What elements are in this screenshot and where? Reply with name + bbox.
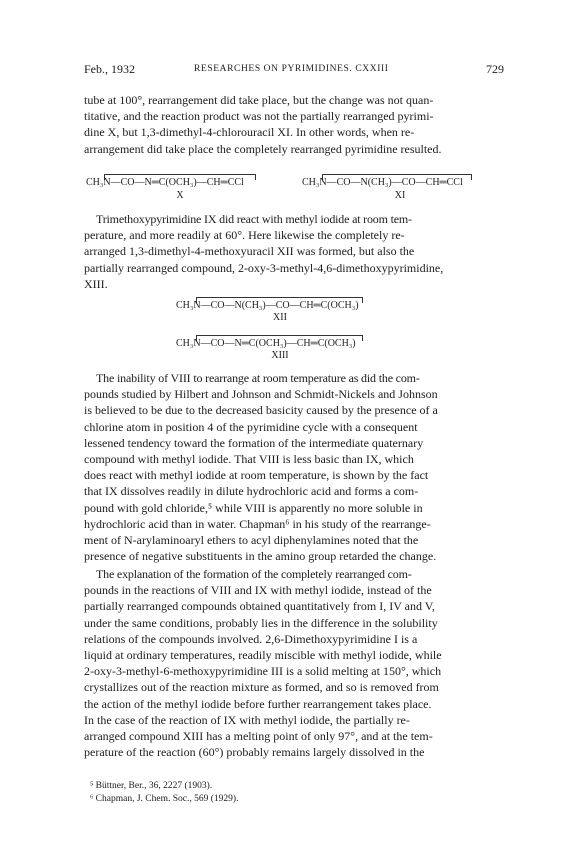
text-line: partially rearranged compounds obtained quantitatively from I, IV and V, bbox=[84, 599, 435, 614]
page-header bbox=[84, 62, 504, 78]
text-line: 2-oxy-3-methyl-6-methoxypyrimidine III is a solid melting at 150°, which bbox=[84, 664, 442, 679]
text-line: arranged 1,3-dimethyl-4-methoxyuracil XII was formed, but also the bbox=[84, 244, 415, 259]
text-line: The inability of VIII to rearrange at room temperature as did the com- bbox=[96, 371, 420, 385]
text-line: the action of the methyl iodide before further rearrangement takes place. bbox=[84, 696, 432, 711]
text-line: hydrochloric acid than in water. Chapman⁶ in his study of the rearrange- bbox=[84, 516, 431, 531]
text-line: Trimethoxypyrimidine IX did react with methyl iodide at room tem- bbox=[96, 212, 412, 226]
footnote-6: ⁶ Chapman, J. Chem. Soc., 569 (1929). bbox=[90, 794, 239, 804]
formula-xi-label: XI bbox=[394, 190, 406, 201]
text-line: lessened tendency toward the formation of the intermediate quaternary bbox=[84, 435, 424, 450]
formula-xii: CH₃N—CO—N(CH₃)—CO—CH═C(OCH₃) bbox=[176, 300, 359, 311]
paragraph-4 bbox=[84, 566, 504, 760]
text-line: ment of N-arylaminoaryl ethers to acyl diphenylamines noted that the bbox=[84, 533, 419, 548]
text-line: pounds studied by Hilbert and Johnson and Schmidt-Nickels and Johnson bbox=[84, 387, 438, 402]
running-title: RESEARCHES ON PYRIMIDINES. CXXIII bbox=[194, 64, 389, 74]
text-line: pound with gold chloride,⁵ while VIII is apparently no more soluble in bbox=[84, 500, 423, 515]
text-line: that IX dissolves readily in dilute hydrochloric acid and forms a com- bbox=[84, 484, 419, 499]
text-line: relations of the compounds involved. 2,6-Dimethoxypyrimidine I is a bbox=[84, 631, 418, 646]
text-line: liquid at ordinary temperatures, readily miscible with methyl iodide, while bbox=[84, 648, 442, 663]
footnote-5: ⁵ Büttner, Ber., 36, 2227 (1903). bbox=[90, 781, 213, 791]
text-line: does react with methyl iodide at room temperature, is shown by the fact bbox=[84, 468, 429, 483]
text-line: perature, and more readily at 60°. Here likewise the completely re- bbox=[84, 228, 405, 243]
paragraph-2 bbox=[84, 211, 504, 292]
formula-xii-label: XII bbox=[273, 312, 287, 323]
formula-x-label: X bbox=[176, 190, 184, 201]
formula-x: CH₃N—CO—N═C(OCH₃)—CH═CCl bbox=[86, 177, 244, 188]
text-line: presence of negative substituents in the amino group retarded the change. bbox=[84, 549, 437, 564]
text-line: crystallizes out of the reaction mixture as formed, and so is removed from bbox=[84, 680, 439, 695]
text-line: perature of the reaction (60°) probably remains largely dissolved in the bbox=[84, 745, 425, 760]
text-line: partially rearranged compound, 2-oxy-3-methyl-4,6-dimethoxypyrimidine, bbox=[84, 260, 444, 275]
footnotes bbox=[84, 780, 504, 806]
text-line: XIII. bbox=[84, 276, 108, 291]
paragraph-3 bbox=[84, 370, 504, 564]
text-line: compound with methyl iodide. That VIII is less basic than IX, which bbox=[84, 452, 414, 467]
text-line: under the same conditions, probably lies in the difference in the solubility bbox=[84, 615, 438, 630]
page-number: 729 bbox=[486, 62, 504, 76]
paragraph-1 bbox=[84, 92, 504, 157]
text-line: chlorine atom in position 4 of the pyrimidine cycle with a consequent bbox=[84, 419, 418, 434]
formula-xiii-label: XIII bbox=[271, 350, 289, 361]
text-line: dine X, but 1,3-dimethyl-4-chlorouracil XI. In other words, when re- bbox=[84, 125, 415, 140]
formula-xiii: CH₃N—CO—N═C(OCH₃)—CH═C(OCH₃) bbox=[176, 338, 356, 349]
header-date: Feb., 1932 bbox=[84, 62, 135, 76]
text-line: tube at 100°, rearrangement did take place, but the change was not quan- bbox=[84, 93, 434, 107]
text-line: arrangement did take place the completely rearranged pyrimidine resulted. bbox=[84, 141, 442, 156]
text-line: titative, and the reaction product was not the partially rearranged pyrimi- bbox=[84, 109, 434, 124]
text-line: The explanation of the formation of the completely rearranged com- bbox=[96, 567, 412, 581]
text-line: arranged compound XIII has a melting point of only 97°, and at the tem- bbox=[84, 729, 433, 744]
formula-xi: CH₃N—CO—N(CH₃)—CO—CH═CCl bbox=[302, 177, 463, 188]
text-line: is believed to be due to the decreased basicity caused by the presence of a bbox=[84, 403, 438, 418]
text-line: pounds in the reactions of VIII and IX with methyl iodide, instead of the bbox=[84, 583, 432, 598]
text-line: In the case of the reaction of IX with methyl iodide, the partially re- bbox=[84, 712, 410, 727]
